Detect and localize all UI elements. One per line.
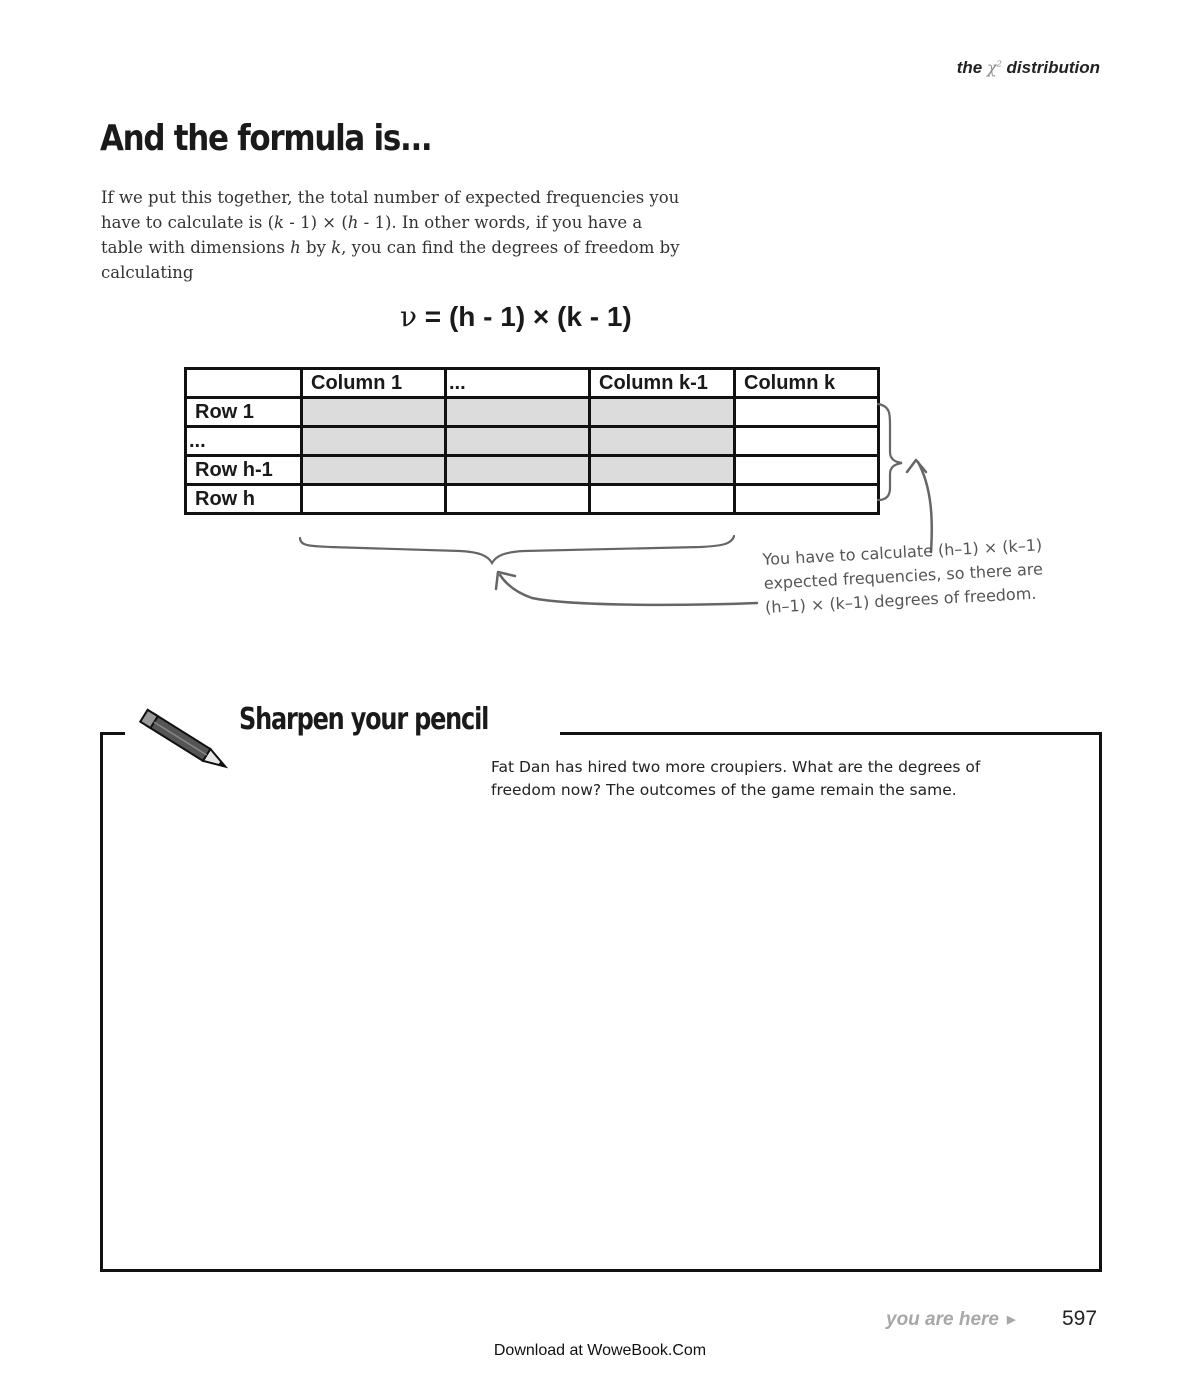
right-brace-icon	[878, 404, 902, 500]
you-are-here: you are here ▶	[886, 1309, 1016, 1330]
page-number: 597	[1062, 1307, 1098, 1330]
page-title: And the formula is...	[100, 118, 432, 159]
row-header: ...	[186, 427, 302, 456]
row-header: Row h-1	[186, 456, 302, 485]
pencil-icon	[133, 700, 241, 790]
intro-paragraph: If we put this together, the total number of expected frequencies you have to calculate is (k - 1) × (h - 1). In other words, if you have a table with dimensions h by k, you can find the degrees of freedom by calculating	[101, 188, 680, 282]
column-header: Column k	[735, 369, 879, 398]
column-header: ...	[446, 369, 590, 398]
triangle-right-icon: ▶	[1007, 1314, 1016, 1326]
row-header: Row h	[186, 485, 302, 514]
degrees-of-freedom-formula: ν = (h - 1) × (k - 1)	[400, 300, 632, 333]
arrow-to-bottom-brace-icon	[500, 575, 757, 605]
column-header: Column k-1	[590, 369, 735, 398]
chi-symbol: $\chi^2$	[986, 58, 1002, 77]
column-header: Column 1	[302, 369, 446, 398]
handwritten-annotation: You have to calculate (h–1) × (k–1) expected frequencies, so there are (h–1) × (k–1) degrees of freedom.	[762, 535, 1044, 617]
sharpen-pencil-box	[100, 732, 1102, 1272]
download-footer: Download at WoweBook.Com	[493, 1342, 707, 1359]
row-header: Row 1	[186, 398, 302, 427]
exercise-text: Fat Dan has hired two more croupiers. What are the degrees of freedom now? The outcomes of the game remain the same.	[491, 758, 981, 799]
arrowhead-icon	[907, 460, 926, 472]
sharpen-pencil-label: Sharpen your pencil	[125, 700, 560, 790]
running-head: the $\chi^2$ distribution	[956, 58, 1100, 77]
bottom-brace-icon	[300, 536, 734, 563]
